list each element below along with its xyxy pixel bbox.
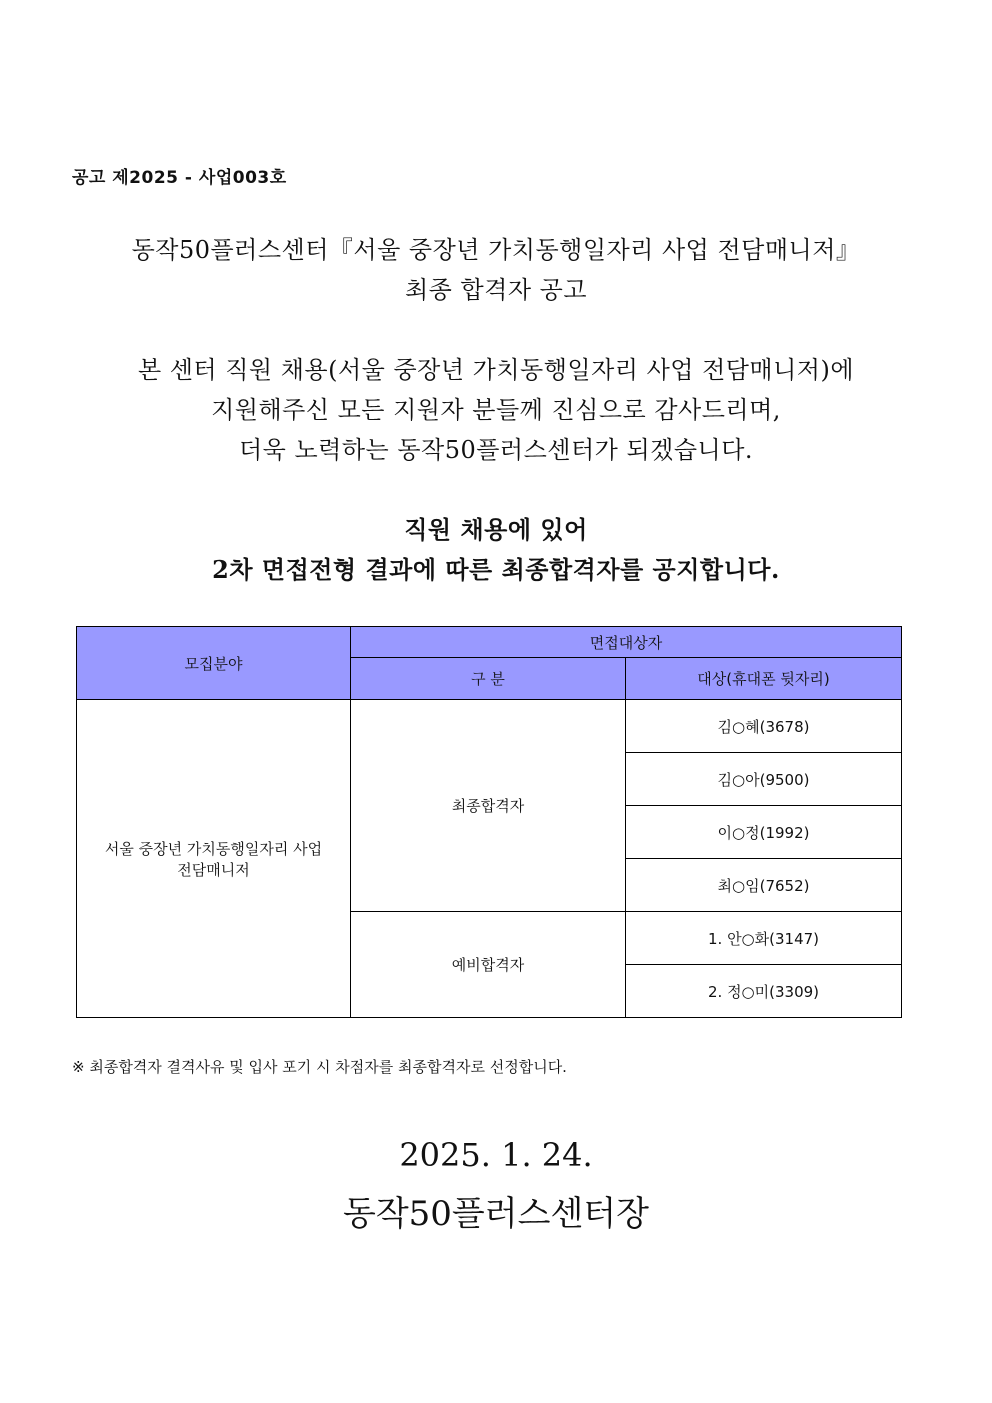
header-target: 대상(휴대폰 뒷자리) (626, 658, 902, 700)
announcement (0, 510, 992, 590)
body-line-3: 더욱 노력하는 동작50플러스센터가 되겠습니다. (238, 436, 754, 464)
body-line-2: 지원해주신 모든 지원자 분들께 진심으로 감사드리며, (211, 396, 781, 424)
reserve-candidate-2: 2. 정○미(3309) (626, 965, 902, 1018)
notice-title (0, 230, 992, 310)
table-header-row (77, 627, 902, 658)
reserve-label-cell: 예비합격자 (351, 912, 626, 1018)
notice-date: 2025. 1. 24. (399, 1136, 593, 1174)
final-candidate-3: 이○정(1992) (626, 806, 902, 859)
notice-number: 공고 제2025 - 사업003호 (72, 168, 287, 188)
announcement-line-2: 2차 면접전형 결과에 따른 최종합격자를 공지합니다. (212, 555, 780, 584)
body-paragraph (0, 350, 992, 470)
header-interviewees: 면접대상자 (351, 627, 902, 658)
final-candidate-1: 김○혜(3678) (626, 700, 902, 753)
header-category: 구 분 (351, 658, 626, 700)
announcement-line-1: 직원 채용에 있어 (404, 515, 588, 544)
field-line-2: 전담매니저 (177, 860, 250, 879)
final-candidate-4: 최○임(7652) (626, 859, 902, 912)
final-candidate-2: 김○아(9500) (626, 753, 902, 806)
title-line-1: 동작50플러스센터『서울 중장년 가치동행일자리 사업 전담매니저』 (131, 236, 861, 264)
final-label-cell: 최종합격자 (351, 700, 626, 912)
table-row (77, 700, 902, 753)
header-field: 모집분야 (77, 627, 351, 700)
reserve-candidate-1: 1. 안○화(3147) (626, 912, 902, 965)
footnote: ※ 최종합격자 결격사유 및 입사 포기 시 차점자를 최종합격자로 선정합니다. (72, 1058, 567, 1076)
field-cell (77, 700, 351, 1018)
title-line-2: 최종 합격자 공고 (404, 276, 588, 304)
issuer-name: 동작50플러스센터장 (342, 1194, 649, 1234)
field-line-1: 서울 중장년 가치동행일자리 사업 (104, 839, 323, 858)
result-table (76, 626, 902, 1018)
body-line-1: 본 센터 직원 채용(서울 중장년 가치동행일자리 사업 전담매니저)에 (137, 356, 855, 384)
